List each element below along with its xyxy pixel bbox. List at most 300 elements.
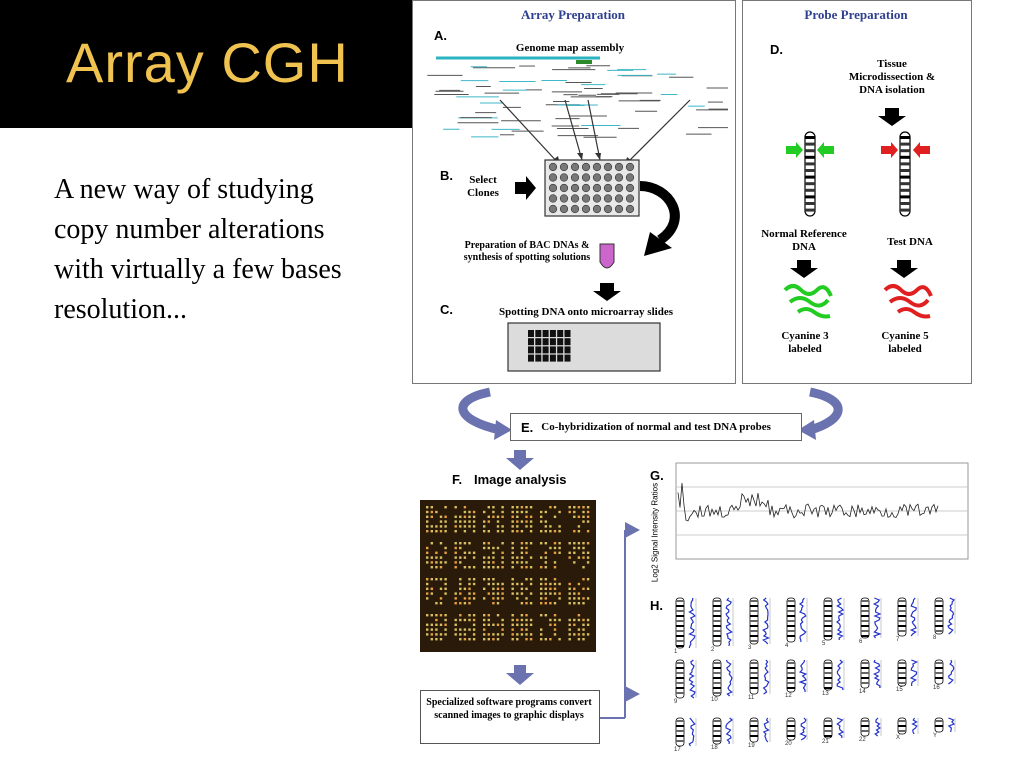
scan-spot xyxy=(582,566,584,568)
karyotype-band xyxy=(861,605,869,607)
karyotype-band xyxy=(676,662,684,664)
karyotype-band xyxy=(750,735,758,737)
scan-spot xyxy=(512,624,514,626)
scan-spot xyxy=(431,530,433,532)
scan-spot xyxy=(455,602,457,604)
scan-spot xyxy=(435,633,437,635)
scan-spot xyxy=(525,624,527,626)
scan-spot xyxy=(459,638,461,640)
plate-well xyxy=(593,174,601,182)
genome-map-marker xyxy=(576,60,592,64)
scan-spot xyxy=(431,633,433,635)
chromosome-band xyxy=(900,176,910,179)
scan-spot xyxy=(440,578,442,580)
scan-spot xyxy=(464,602,466,604)
scan-spot xyxy=(558,552,560,554)
scan-spot xyxy=(464,511,466,513)
scan-spot xyxy=(525,566,527,568)
karyotype-label: 12 xyxy=(785,693,792,699)
scan-spot xyxy=(455,566,457,568)
karyotype-band xyxy=(750,720,758,722)
karyotype-band xyxy=(824,610,832,612)
karyotype-band xyxy=(750,687,758,689)
scan-spot xyxy=(464,619,466,621)
karyotype-band xyxy=(824,605,832,607)
scan-spot xyxy=(473,619,475,621)
karyotype-band xyxy=(750,620,758,622)
scan-spot xyxy=(554,583,556,585)
karyotype-band xyxy=(713,625,721,627)
cy5-label: Cyanine 5 labeled xyxy=(881,330,929,355)
karyotype-band xyxy=(676,630,684,632)
scan-spot xyxy=(444,624,446,626)
scan-spot xyxy=(554,561,556,563)
chromosome-band xyxy=(900,189,910,192)
scan-spot xyxy=(558,542,560,544)
scan-spot xyxy=(431,628,433,630)
scan-spot xyxy=(455,525,457,527)
scan-spot xyxy=(488,583,490,585)
scan-spot xyxy=(573,511,575,513)
scan-spot xyxy=(512,592,514,594)
scan-spot xyxy=(426,592,428,594)
karyotype-band xyxy=(787,735,795,737)
scan-spot xyxy=(540,628,542,630)
scan-spot xyxy=(464,638,466,640)
karyotype-band xyxy=(787,682,795,684)
karyotype-band xyxy=(787,635,795,637)
karyotype-band xyxy=(787,667,795,669)
scan-spot xyxy=(431,516,433,518)
down-arrow-f-icon xyxy=(506,450,534,470)
karyotype-band xyxy=(787,615,795,617)
scan-spot xyxy=(587,516,589,518)
scan-spot xyxy=(554,592,556,594)
scan-spot xyxy=(483,556,485,558)
plate-well xyxy=(626,205,634,213)
step-e-box xyxy=(510,413,802,441)
scan-spot xyxy=(501,530,503,532)
karyotype-band xyxy=(750,640,758,642)
scan-spot xyxy=(569,633,571,635)
karyotype-label: Y xyxy=(933,733,938,739)
karyotype-band xyxy=(787,672,795,674)
scan-spot xyxy=(516,506,518,508)
scan-spot xyxy=(516,511,518,513)
scan-spot xyxy=(578,542,580,544)
chromosome-band xyxy=(805,209,815,212)
scan-spot xyxy=(455,547,457,549)
scan-spot xyxy=(468,542,470,544)
karyotype-band xyxy=(861,610,869,612)
scan-spot xyxy=(431,624,433,626)
scan-spot xyxy=(464,552,466,554)
scan-spot xyxy=(587,506,589,508)
scan-spot xyxy=(521,547,523,549)
slide-block xyxy=(528,355,534,362)
karyotype-band xyxy=(750,682,758,684)
karyotype-band xyxy=(935,615,943,617)
scan-spot xyxy=(488,520,490,522)
chromosome-band xyxy=(805,156,815,159)
scan-spot xyxy=(497,530,499,532)
plate-well xyxy=(571,195,579,203)
scan-spot xyxy=(540,566,542,568)
scan-spot xyxy=(540,583,542,585)
slide-block xyxy=(528,346,534,353)
plate-well xyxy=(604,195,612,203)
karyotype-label: 20 xyxy=(785,741,792,747)
karyotype-label: 10 xyxy=(711,697,718,703)
left-curved-arrow-icon xyxy=(463,392,500,430)
karyotype-label: 16 xyxy=(933,685,940,691)
karyotype-label: 18 xyxy=(711,745,718,751)
scan-spot xyxy=(464,520,466,522)
plate-well xyxy=(615,163,623,171)
plate-well xyxy=(560,184,568,192)
plate-well xyxy=(604,163,612,171)
scan-spot xyxy=(578,602,580,604)
scan-spot xyxy=(558,547,560,549)
scan-spot xyxy=(530,619,532,621)
scan-spot xyxy=(525,520,527,522)
scan-spot xyxy=(435,614,437,616)
scan-spot xyxy=(426,556,428,558)
scan-spot xyxy=(578,592,580,594)
scan-spot xyxy=(521,628,523,630)
scan-spot xyxy=(459,628,461,630)
scan-spot xyxy=(540,516,542,518)
scan-spot xyxy=(488,530,490,532)
karyotype-band xyxy=(787,620,795,622)
scan-spot xyxy=(501,552,503,554)
scan-spot xyxy=(587,561,589,563)
chromosome-band xyxy=(900,195,910,198)
scan-spot xyxy=(582,602,584,604)
scan-spot xyxy=(512,638,514,640)
karyotype-band xyxy=(676,645,684,647)
plate-well xyxy=(560,174,568,182)
plate-well xyxy=(604,184,612,192)
scan-spot xyxy=(483,624,485,626)
karyotype-band xyxy=(861,682,869,684)
scan-spot xyxy=(492,561,494,563)
karyotype-band xyxy=(824,720,832,722)
chromosome-icon xyxy=(805,132,910,216)
scan-spot xyxy=(473,628,475,630)
karyotype-profile xyxy=(875,718,880,736)
probe-preparation-title: Probe Preparation xyxy=(804,7,908,22)
karyotype-band xyxy=(824,667,832,669)
scan-spot xyxy=(512,614,514,616)
scan-spot xyxy=(459,588,461,590)
karyotype-profile xyxy=(837,598,843,640)
karyotype-profile xyxy=(764,718,769,742)
scan-spot xyxy=(540,530,542,532)
scan-spot xyxy=(558,592,560,594)
karyotype-band xyxy=(676,635,684,637)
scan-spot xyxy=(426,624,428,626)
plate-well xyxy=(593,205,601,213)
scan-spot xyxy=(530,516,532,518)
scan-spot xyxy=(444,530,446,532)
cy5-dna-icon xyxy=(885,286,931,317)
karyotype-band xyxy=(676,687,684,689)
karyotype-band xyxy=(713,735,721,737)
karyotype-band xyxy=(898,720,906,722)
scan-spot xyxy=(426,628,428,630)
scan-spot xyxy=(525,597,527,599)
scan-spot xyxy=(545,520,547,522)
scan-spot xyxy=(582,628,584,630)
scan-spot xyxy=(444,547,446,549)
scan-spot xyxy=(440,566,442,568)
scan-spot xyxy=(468,614,470,616)
karyotype-label: 2 xyxy=(711,647,715,653)
scan-spot xyxy=(512,525,514,527)
karyotype-band xyxy=(861,667,869,669)
scan-spot xyxy=(521,592,523,594)
karyotype-band xyxy=(750,662,758,664)
scan-spot xyxy=(431,638,433,640)
scan-spot xyxy=(455,561,457,563)
scan-spot xyxy=(545,552,547,554)
karyotype-profile xyxy=(726,598,732,646)
karyotype-band xyxy=(713,640,721,642)
scan-spot xyxy=(530,542,532,544)
chromosome-band xyxy=(805,195,815,198)
scan-spot xyxy=(468,516,470,518)
karyotype-band xyxy=(676,625,684,627)
plate-well xyxy=(582,205,590,213)
scan-spot xyxy=(488,566,490,568)
scan-spot xyxy=(501,597,503,599)
scan-spot xyxy=(468,520,470,522)
karyotype-band xyxy=(750,610,758,612)
scan-spot xyxy=(578,547,580,549)
scan-spot xyxy=(483,633,485,635)
karyotype-band xyxy=(787,725,795,727)
scan-spot xyxy=(435,525,437,527)
scan-spot xyxy=(464,516,466,518)
scan-spot xyxy=(455,592,457,594)
curved-black-arrow-icon xyxy=(640,186,675,240)
scan-spot xyxy=(573,624,575,626)
karyotype-band xyxy=(898,662,906,664)
scan-spot xyxy=(497,638,499,640)
scan-spot xyxy=(530,592,532,594)
karyotype-band xyxy=(750,677,758,679)
scan-spot xyxy=(431,566,433,568)
karyotype-label: 8 xyxy=(933,635,937,641)
scan-spot xyxy=(521,583,523,585)
scan-spot xyxy=(545,566,547,568)
scan-spot xyxy=(512,516,514,518)
karyotype-band xyxy=(861,600,869,602)
scan-spot xyxy=(468,583,470,585)
scan-spot xyxy=(549,624,551,626)
karyotype-label: 1 xyxy=(674,649,678,655)
scan-spot xyxy=(545,556,547,558)
plate-well xyxy=(626,174,634,182)
karyotype-band xyxy=(787,630,795,632)
scan-spot xyxy=(582,597,584,599)
karyotype-band xyxy=(935,725,943,727)
scan-spot xyxy=(525,511,527,513)
plate-well xyxy=(582,163,590,171)
scan-spot xyxy=(455,516,457,518)
plate-well xyxy=(615,195,623,203)
karyotype-profile xyxy=(763,598,768,644)
scan-spot xyxy=(426,597,428,599)
plate-well xyxy=(593,163,601,171)
karyotype-profile xyxy=(837,718,843,738)
plate-well xyxy=(626,163,634,171)
scan-spot xyxy=(431,561,433,563)
scan-spot xyxy=(483,566,485,568)
scan-spot xyxy=(540,597,542,599)
scan-spot xyxy=(483,547,485,549)
karyotype-band xyxy=(787,677,795,679)
karyotype-band xyxy=(676,692,684,694)
scan-spot xyxy=(582,506,584,508)
scan-spot xyxy=(540,588,542,590)
karyotype-band xyxy=(713,605,721,607)
karyotype-label: 19 xyxy=(748,743,755,749)
scan-spot xyxy=(473,556,475,558)
karyotype-band xyxy=(935,720,943,722)
scan-spot xyxy=(525,547,527,549)
scan-spot xyxy=(431,588,433,590)
karyotype-band xyxy=(750,630,758,632)
scan-spot xyxy=(492,566,494,568)
scan-spot xyxy=(426,552,428,554)
karyotype-band xyxy=(935,600,943,602)
karyotype-band xyxy=(676,682,684,684)
scan-spot xyxy=(569,602,571,604)
step-g-label: G. xyxy=(650,468,664,483)
scan-spot xyxy=(587,578,589,580)
scan-spot xyxy=(516,556,518,558)
scan-spot xyxy=(569,597,571,599)
scan-spot xyxy=(545,638,547,640)
karyotype-band xyxy=(676,615,684,617)
scan-spot xyxy=(573,516,575,518)
scan-spot xyxy=(578,530,580,532)
scan-spot xyxy=(431,556,433,558)
scan-spot xyxy=(521,556,523,558)
karyotype-band xyxy=(861,662,869,664)
scan-spot xyxy=(464,628,466,630)
scan-spot xyxy=(530,506,532,508)
karyotype-band xyxy=(787,720,795,722)
scan-spot xyxy=(578,597,580,599)
scan-spot xyxy=(459,547,461,549)
scan-spot xyxy=(545,511,547,513)
scan-spot xyxy=(492,511,494,513)
scan-spot xyxy=(444,578,446,580)
scan-spot xyxy=(464,525,466,527)
scan-spot xyxy=(549,592,551,594)
scan-spot xyxy=(426,516,428,518)
step-e-label: E. xyxy=(521,419,534,435)
scan-spot xyxy=(488,547,490,549)
scan-spot xyxy=(492,547,494,549)
scan-spot xyxy=(444,628,446,630)
scan-spot xyxy=(435,602,437,604)
scan-spot xyxy=(468,638,470,640)
scan-spot xyxy=(464,588,466,590)
scan-spot xyxy=(573,530,575,532)
slide-block xyxy=(565,338,571,345)
plate-well xyxy=(582,174,590,182)
karyotype-band xyxy=(935,677,943,679)
scan-spot xyxy=(435,628,437,630)
karyotype-band xyxy=(676,640,684,642)
scan-spot xyxy=(573,602,575,604)
scan-spot xyxy=(569,542,571,544)
scan-spot xyxy=(492,578,494,580)
karyotype-band xyxy=(861,725,869,727)
scan-spot xyxy=(549,506,551,508)
scan-spot xyxy=(587,633,589,635)
karyotype-band xyxy=(713,635,721,637)
scan-spot xyxy=(501,525,503,527)
scan-spot xyxy=(554,624,556,626)
normal-down-arrow-icon xyxy=(790,260,818,278)
karyotype-band xyxy=(713,682,721,684)
scan-spot xyxy=(492,597,494,599)
karyotype-band xyxy=(676,677,684,679)
cy3-dna-icon xyxy=(785,286,831,317)
software-label: Specialized software programs convert scanned images to graphic displays xyxy=(426,697,592,721)
karyotype-band xyxy=(898,677,906,679)
scan-spot xyxy=(488,592,490,594)
slide-block xyxy=(528,330,534,337)
scan-spot xyxy=(464,542,466,544)
scan-spot xyxy=(573,552,575,554)
karyotype-profile xyxy=(948,598,954,634)
scan-spot xyxy=(497,592,499,594)
scan-spot xyxy=(525,633,527,635)
scan-spot xyxy=(435,552,437,554)
scan-spot xyxy=(582,638,584,640)
scan-spot xyxy=(545,597,547,599)
scan-spot xyxy=(497,602,499,604)
scan-spot xyxy=(545,542,547,544)
scan-spot xyxy=(512,588,514,590)
scan-spot xyxy=(516,516,518,518)
scan-spot xyxy=(455,542,457,544)
plate-well xyxy=(615,184,623,192)
karyotype-band xyxy=(713,610,721,612)
scan-spot xyxy=(455,597,457,599)
scan-spot xyxy=(582,619,584,621)
scan-spot xyxy=(440,516,442,518)
scan-spot xyxy=(545,578,547,580)
scan-spot xyxy=(488,614,490,616)
scan-spot xyxy=(521,602,523,604)
chromosome-band xyxy=(900,136,910,139)
scan-spot xyxy=(569,638,571,640)
scan-spot xyxy=(497,516,499,518)
bac-prep-label: Preparation of BAC DNAs & synthesis of spotting solutions xyxy=(463,240,591,263)
scan-spot xyxy=(431,511,433,513)
karyotype-band xyxy=(713,662,721,664)
scan-spot xyxy=(554,516,556,518)
scan-spot xyxy=(435,578,437,580)
karyotype-label: 4 xyxy=(785,643,789,649)
